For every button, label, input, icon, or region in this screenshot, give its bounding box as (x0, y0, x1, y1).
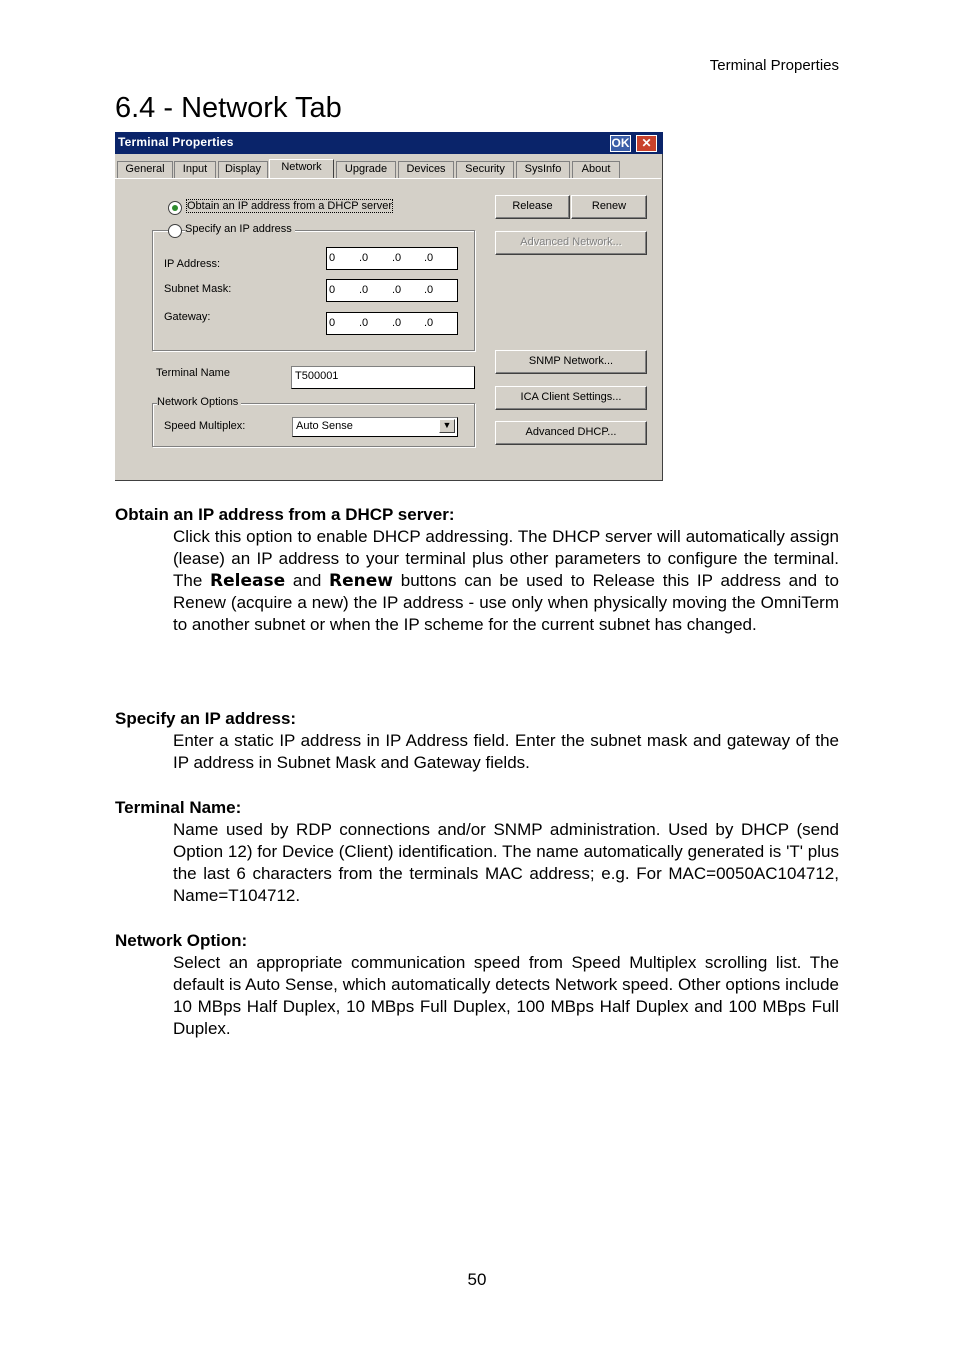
advanced-network-button[interactable]: Advanced Network... (495, 231, 647, 255)
tab-about[interactable]: About (572, 161, 620, 178)
static-ip-radio[interactable] (168, 224, 182, 238)
tab-general[interactable]: General (117, 161, 173, 178)
terminal-name-paragraph: Name used by RDP connections and/or SNMP administration. Used by DHCP (send Option 12) for Device (Client) identification. The name automatically generated is 'T' plus the last 6 characters from the terminals MAC address; e.g. For MAC=0050AC104712, Name=T104712. (173, 820, 839, 905)
advanced-dhcp-button[interactable]: Advanced DHCP... (495, 421, 647, 445)
speed-multiplex-value: Auto Sense (296, 420, 353, 432)
tab-sysinfo[interactable]: SysInfo (516, 161, 570, 178)
tab-network[interactable]: Network (269, 159, 334, 179)
tab-display[interactable]: Display (218, 161, 268, 178)
ip-address-label: IP Address: (164, 258, 221, 270)
terminal-properties-dialog (115, 132, 663, 481)
speed-multiplex-select[interactable] (292, 417, 458, 437)
renew-button[interactable]: Renew (571, 195, 647, 219)
speed-multiplex-label: Speed Multiplex: (164, 420, 246, 432)
running-header: Terminal Properties (709, 57, 839, 74)
tab-security[interactable]: Security (456, 161, 514, 178)
static-ip-radio-label[interactable]: Specify an IP address (185, 223, 295, 235)
chevron-down-icon[interactable]: ▼ (439, 419, 455, 433)
static-heading: Specify an IP address: (115, 709, 297, 728)
network-option-heading: Network Option: (115, 931, 248, 950)
network-option-paragraph: Select an appropriate communication speed from Speed Multiplex scrolling list. The default is Auto Sense, which automatically detects Network speed. Other options include 10 MBps Half Duplex, 10 MBps Full Duplex, 100 MBps Half Duplex and 100 MBps Full Duplex. (173, 953, 839, 1038)
subnet-mask-label: Subnet Mask: (164, 283, 232, 295)
terminal-name-label: Terminal Name (156, 367, 230, 379)
gateway-field[interactable]: 0 .0 .0 .0 (326, 312, 458, 335)
dhcp-heading: Obtain an IP address from a DHCP server: (115, 505, 455, 524)
dhcp-paragraph: Click this option to enable DHCP addressing. The DHCP server will automatically assign (lease) an IP address to your terminal plus other parameters to configure the terminal. The Release and Renew buttons can be used to Release this IP address and to Renew (acquire a new) the IP address - use only when physically moving the OmniTerm to another subnet or when the IP scheme for the current subnet has changed. (173, 527, 839, 634)
release-button[interactable]: Release (495, 195, 570, 219)
network-options-label: Network Options (157, 396, 241, 408)
tab-divider (115, 178, 661, 179)
section-title: 6.4 - Network Tab (115, 92, 342, 124)
snmp-network-button[interactable]: SNMP Network... (495, 350, 647, 374)
dialog-title: Terminal Properties (118, 135, 234, 149)
ica-client-settings-button[interactable]: ICA Client Settings... (495, 386, 647, 410)
static-paragraph: Enter a static IP address in IP Address field. Enter the subnet mask and gateway of the IP address in Subnet Mask and Gateway fields. (173, 731, 839, 772)
tab-devices[interactable]: Devices (398, 161, 454, 178)
dialog-titlebar (115, 132, 663, 154)
ip-address-field[interactable]: 0 .0 .0 .0 (326, 247, 458, 270)
terminal-name-heading: Terminal Name: (115, 798, 242, 817)
gateway-label: Gateway: (164, 311, 211, 323)
tab-input[interactable]: Input (174, 161, 216, 178)
tab-upgrade[interactable]: Upgrade (336, 161, 396, 178)
close-icon[interactable]: ✕ (636, 135, 657, 152)
dhcp-radio-label[interactable]: Obtain an IP address from a DHCP server (187, 200, 393, 212)
subnet-mask-field[interactable]: 0 .0 .0 .0 (326, 279, 458, 302)
page-number: 50 (467, 1270, 487, 1289)
renew-keyword: Renew (329, 571, 393, 591)
terminal-name-input[interactable]: T500001 (291, 366, 475, 389)
dhcp-radio[interactable] (168, 201, 182, 215)
ok-button[interactable]: OK (611, 136, 630, 150)
release-keyword: Release (210, 571, 286, 591)
